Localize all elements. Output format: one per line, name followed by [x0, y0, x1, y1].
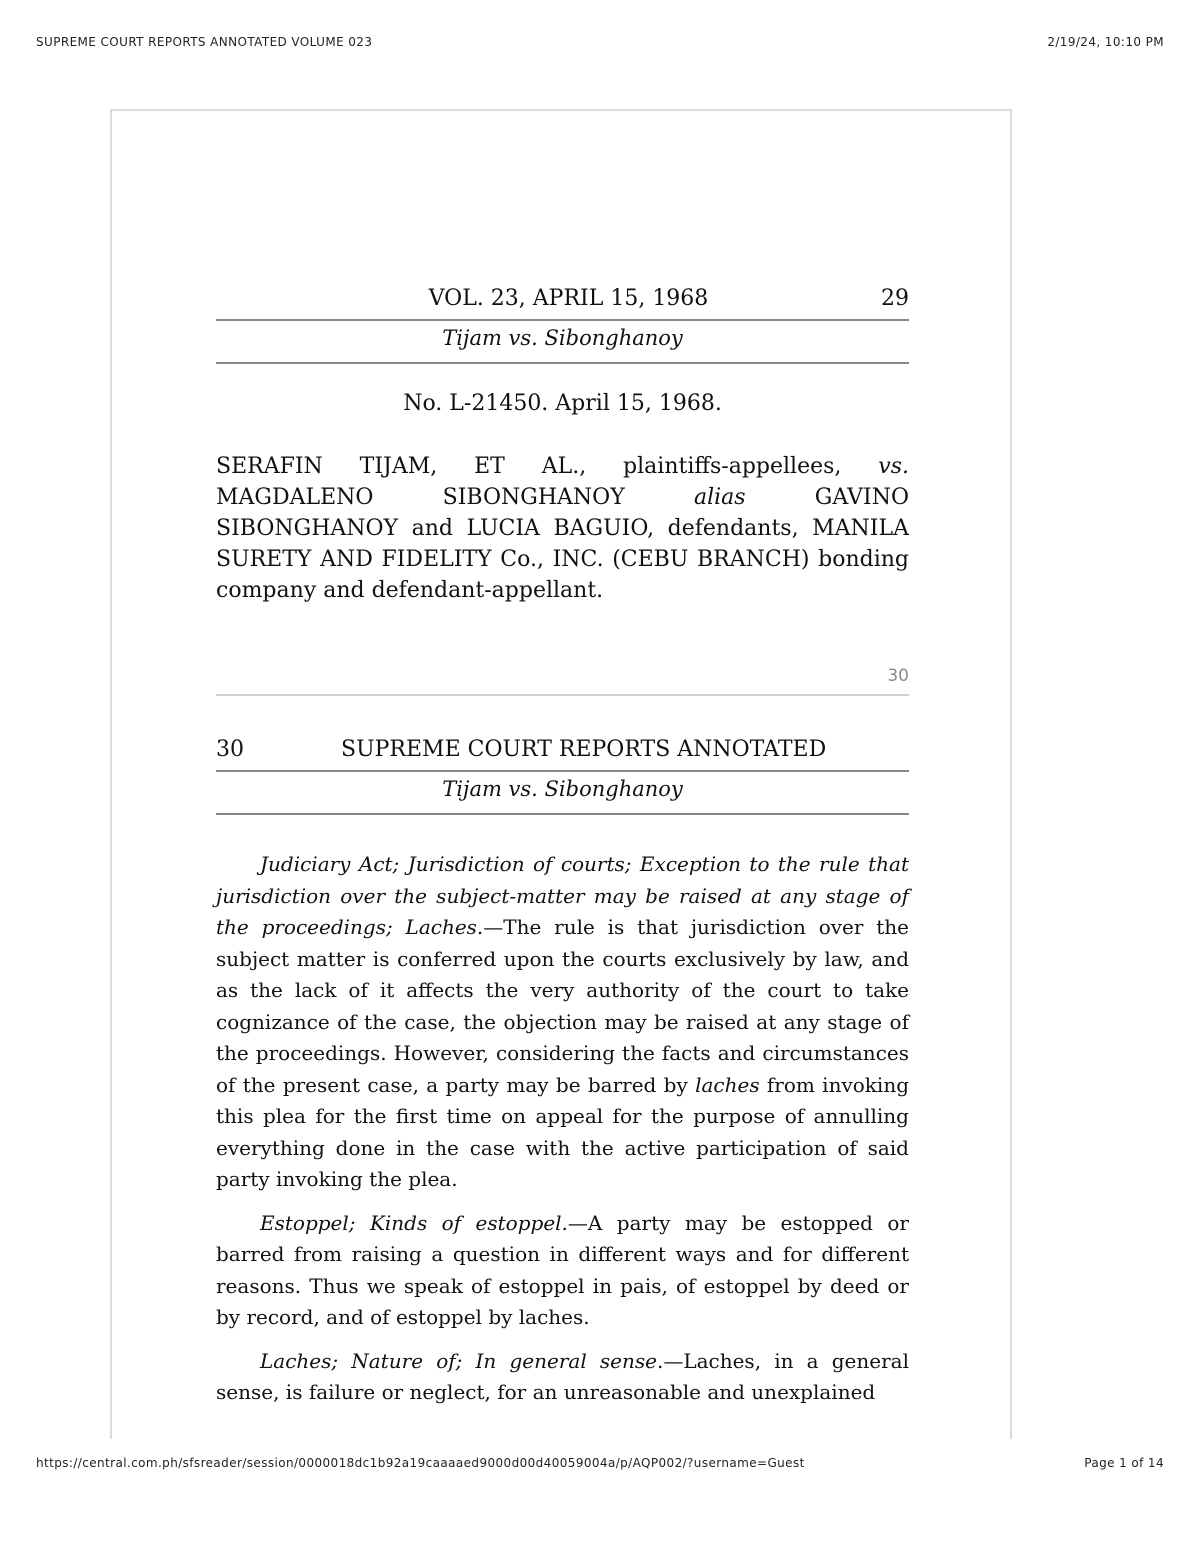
case-title: Tijam vs. Sibonghanoy	[216, 321, 909, 364]
parties-alias: alias	[693, 485, 746, 510]
syllabus-paragraph	[216, 1346, 909, 1409]
syllabus-paragraph	[216, 1208, 909, 1334]
case-number: No. L-21450. April 15, 1968.	[403, 391, 722, 416]
syllabus-heading: Judiciary Act; Jurisdiction of courts; Exception to the rule that jurisdiction over the subject-matter may be raised at any stage of the proceedings; Laches.	[216, 852, 909, 939]
parties-text-1: SERAFIN TIJAM, ET AL., plaintiffs-appellees,	[216, 454, 879, 479]
page-30-block	[216, 737, 909, 1421]
page-number: 29	[881, 286, 909, 311]
print-timestamp: 2/19/24, 10:10 PM	[1047, 35, 1164, 49]
parties-text-2: MAGDALENO SIBONGHANOY	[216, 485, 694, 510]
syllabus-heading: Laches; Nature of; In general sense.	[260, 1348, 664, 1373]
case-title: Tijam vs. Sibonghanoy	[216, 772, 909, 815]
page-number: 30	[216, 737, 244, 762]
syllabus-text: —A party may be estopped or barred from raising a question in different ways and for different reasons. Thus we speak of estoppel in pais, of estoppel by deed or by record, and of estoppel by laches.	[216, 1210, 909, 1329]
syllabus-text: from invoking this plea for the first time on appeal for the purpose of annulling everything done in the case with the active participation of said party invoking the plea.	[216, 1072, 910, 1191]
page-break-marker: 30	[216, 666, 909, 696]
running-header-title: VOL. 23, APRIL 15, 1968	[428, 286, 709, 311]
syllabus-paragraph	[216, 849, 909, 1196]
running-header	[216, 737, 909, 772]
page-break	[216, 666, 909, 696]
page-indicator: Page 1 of 14	[1084, 1456, 1164, 1470]
case-parties	[216, 451, 909, 606]
source-url: https://central.com.ph/sfsreader/session/0000018dc1b92a19caaaaed9000d00d40059004a/p/AQP002/?username=Guest	[36, 1456, 805, 1470]
syllabus-text: —Laches, in a general sense, is failure or neglect, for an unreasonable and unexplained	[216, 1348, 909, 1404]
print-doc-title: SUPREME COURT REPORTS ANNOTATED VOLUME 023	[36, 35, 373, 49]
syllabus-heading: Estoppel; Kinds of estoppel.	[260, 1210, 568, 1235]
syllabus	[216, 849, 909, 1409]
running-header	[216, 286, 909, 321]
syllabus-italic-term: laches	[695, 1072, 760, 1097]
running-header-title: SUPREME COURT REPORTS ANNOTATED	[341, 737, 827, 762]
page-29-header-block	[216, 286, 909, 606]
syllabus-text: —The rule is that jurisdiction over the subject matter is conferred upon the courts exclusively by law, and as the lack of it affects the very authority of the court to take cognizance of the case, the objection may be raised at any stage of the proceedings. However, considering the facts and circumstances of the present case, a party may be barred by	[216, 915, 910, 1097]
print-header	[36, 35, 1164, 49]
parties-vs: vs.	[878, 454, 909, 479]
parties-text-3: GAVINO SIBONGHANOY and LUCIA BAGUIO, defendants, MANILA SURETY AND FIDELITY Co., INC. (CEBU BRANCH) bonding company and defendant-appellant.	[216, 485, 909, 603]
print-footer	[36, 1456, 1164, 1470]
